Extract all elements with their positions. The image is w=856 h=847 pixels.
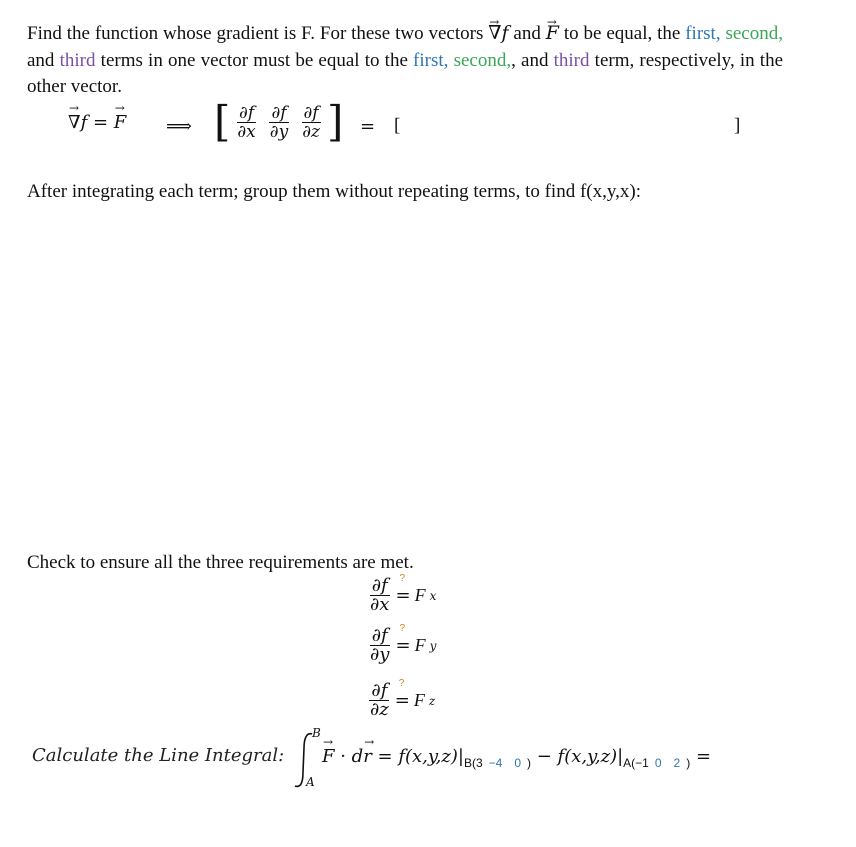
vector-f-symbol: → F [546,22,559,44]
minus-term: − f(x,y,z)| [531,746,624,767]
right-bracket: ] [326,97,344,146]
open-bracket: [ [394,115,401,136]
word-first: first, [685,23,721,44]
partial-z: $\frac{\partial f}{\partial z}$ [302,102,320,142]
requirement-y: $\frac{\partial f}{\partial y}$ = ? F y [370,623,437,665]
final-equals: = [690,746,712,767]
integrate-instruction: After integrating each term; group them without repeating terms, to find f(x,y,x): [27,181,641,202]
intro-and: and [508,23,546,44]
gradient-row-vector [214,97,344,146]
implies-arrow: ⟹ [166,116,192,137]
line-integral-label: Calculate the Line Integral: [32,745,285,766]
left-bracket: [ [214,97,231,146]
close-bracket: ] [734,115,741,136]
word-third: third [59,49,96,71]
intro-text-4: term, respectively, in the other vector. [27,49,784,97]
equals-sign: = [360,116,376,137]
lower-limit: A [306,775,315,789]
point-b: B(3 −4 0 ) [463,756,532,770]
intro-text-3: terms in one vector must be equal to the [95,49,414,71]
requirement-z: $\frac{\partial f}{\partial z}$ = ? F z [370,678,436,720]
point-a: A(−1 0 2 ) [623,756,691,770]
integrand: → F · d→ r = f(x,y,z)| [322,746,464,767]
gradient-f-symbol: → ∇f [488,22,508,44]
word-first-2: first, [413,49,449,71]
gradient-equation-lhs: → ∇f = → F [68,112,126,133]
word-second: second, [725,23,783,44]
line-integral-expression [322,746,711,771]
check-instruction: Check to ensure all the three requirements are met. [27,552,414,573]
upper-limit: B [312,726,321,740]
partial-y: $\frac{\partial f}{\partial y}$ [269,102,289,142]
intro-text-1: Find the function whose gradient is F. For these two vectors [27,23,489,44]
requirement-x: $\frac{\partial f}{\partial x}$ = ? F x [370,573,437,615]
word-third-2: third [553,49,590,71]
intro-text-2: to be equal, the [558,23,686,44]
intro-paragraph: Find the function whose gradient is F. For these two vectors → ∇f and → F to be equal, the first, second, and third terms in one vector must be equal to the first, second,, and third term, respectively, in the other vector. [27,20,783,101]
partial-x: $\frac{\partial f}{\partial x}$ [237,102,256,142]
word-second-2: second, [453,49,512,71]
